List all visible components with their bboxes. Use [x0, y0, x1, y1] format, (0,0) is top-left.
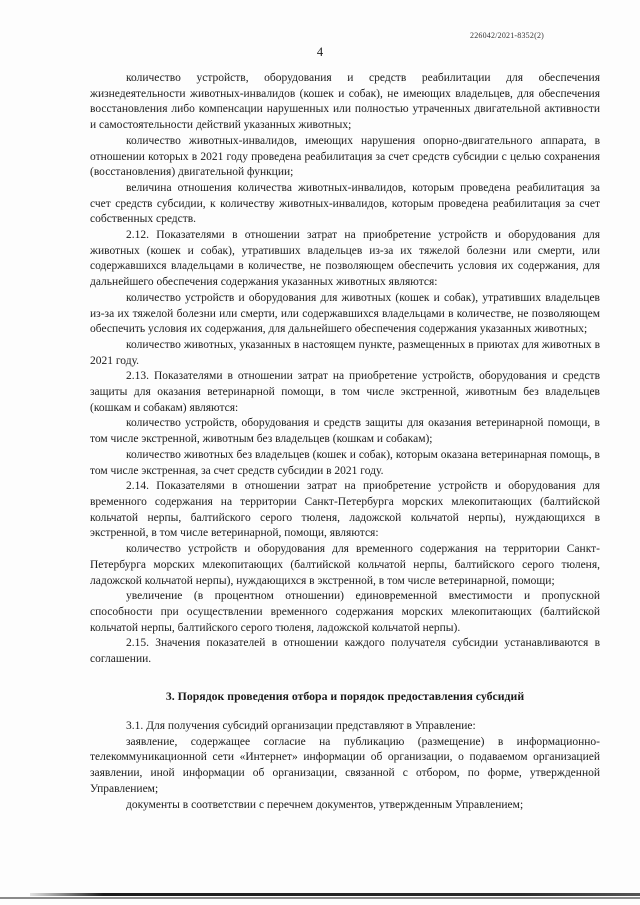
section-heading: 3. Порядок проведения отбора и порядок предоставления субсидий [165, 689, 525, 703]
paragraph: количество устройств, оборудования и средств защиты для оказания ветеринарной помощи, в том числе экстренной, животным без владельцев (кошкам и собакам); [90, 417, 600, 446]
scan-edge-line [30, 893, 640, 896]
paragraph: заявление, содержащее согласие на публикацию (размещение) в информационно-телекоммуникационной сети «Интернет» информации об организации, о подаваемом организацией заявлении, иной информации об организации, связанной с отбором, по форме, утвержденной Управлением; [90, 735, 600, 795]
document-body [90, 71, 600, 668]
document-id: 226042/2021-8352(2) [470, 31, 545, 40]
scan-edge-line [0, 897, 640, 899]
paragraph: количество устройств и оборудования для животных (кошек и собак), утративших владельцев из-за их тяжелой болезни или смерти, или содержавшихся владельцами в количестве, не позволяющем обеспечить условия их содержания, для дальнейшего обеспечения содержания указанных животных; [90, 291, 600, 336]
paragraph: 2.15. Значения показателей в отношении каждого получателя субсидии устанавливаются в соглашении. [90, 637, 600, 666]
paragraph: документы в соответствии с перечнем документов, утвержденным Управлением; [126, 798, 524, 811]
paragraph: количество животных, указанных в настоящем пункте, размещенных в приютах для животных в 2021 году. [90, 338, 600, 367]
paragraph: 2.13. Показателями в отношении затрат на приобретение устройств, оборудования и средств защиты для оказания ветеринарной помощи, в том числе экстренной, животным без владельцев (кошкам и собакам) являются: [90, 370, 600, 414]
page-number: 4 [316, 45, 324, 59]
paragraph: величина отношения количества животных-инвалидов, которым проведена реабилитация за счет средств субсидии, к количеству животных-инвалидов, которым проведена реабилитация за счет собственных средств. [90, 181, 600, 226]
section-body [90, 719, 600, 813]
paragraph: количество животных без владельцев (кошек и собак), которым оказана ветеринарная помощь, в том числе экстренная, за счет средств субсидии в 2021 году. [90, 448, 600, 477]
paragraph: количество животных-инвалидов, имеющих нарушения опорно-двигательного аппарата, в отношении которых в 2021 году проведена реабилитация за счет средств субсидии с целью сохранения (восстановления) двигательной функции; [90, 134, 600, 179]
paragraph: увеличение (в процентном отношении) единовременной вместимости и пропускной способности при осуществлении временного содержания морских млекопитающих (балтийской кольчатой нерпы, балтийского серого тюленя, ладожской кольчатой нерпы). [90, 590, 600, 634]
paragraph: количество устройств, оборудования и средств реабилитации для обеспечения жизнедеятельности животных-инвалидов (кошек и собак), не имеющих владельцев, для обеспечения восстановления либо компенсации нарушенных или полностью утраченных двигательной активности и самостоятельности действий указанных животных; [90, 72, 600, 132]
paragraph: количество устройств и оборудования для временного содержания на территории Санкт-Петербурга морских млекопитающих (балтийской кольчатой нерпы, балтийского серого тюленя, ладожской кольчатой нерпы), нуждающихся в экстренной, в том числе ветеринарной, помощи; [90, 543, 600, 587]
paragraph: 2.12. Показателями в отношении затрат на приобретение устройств и оборудования для животных (кошек и собак), утративших владельцев из-за их тяжелой болезни или смерти, или содержавшихся владельцами в количестве, не позволяющем обеспечить условия их содержания, для дальнейшего обеспечения содержания указанных животных являются: [90, 229, 600, 289]
paragraph: 2.14. Показателями в отношении затрат на приобретение устройств и оборудования для временного содержания на территории Санкт-Петербурга морских млекопитающих (балтийской кольчатой нерпы, балтийского серого тюленя, ладожской кольчатой нерпы), нуждающихся в экстренной, в том числе ветеринарной, помощи, являются: [90, 480, 600, 540]
paragraph: 3.1. Для получения субсидий организации представляют в Управление: [126, 720, 476, 732]
